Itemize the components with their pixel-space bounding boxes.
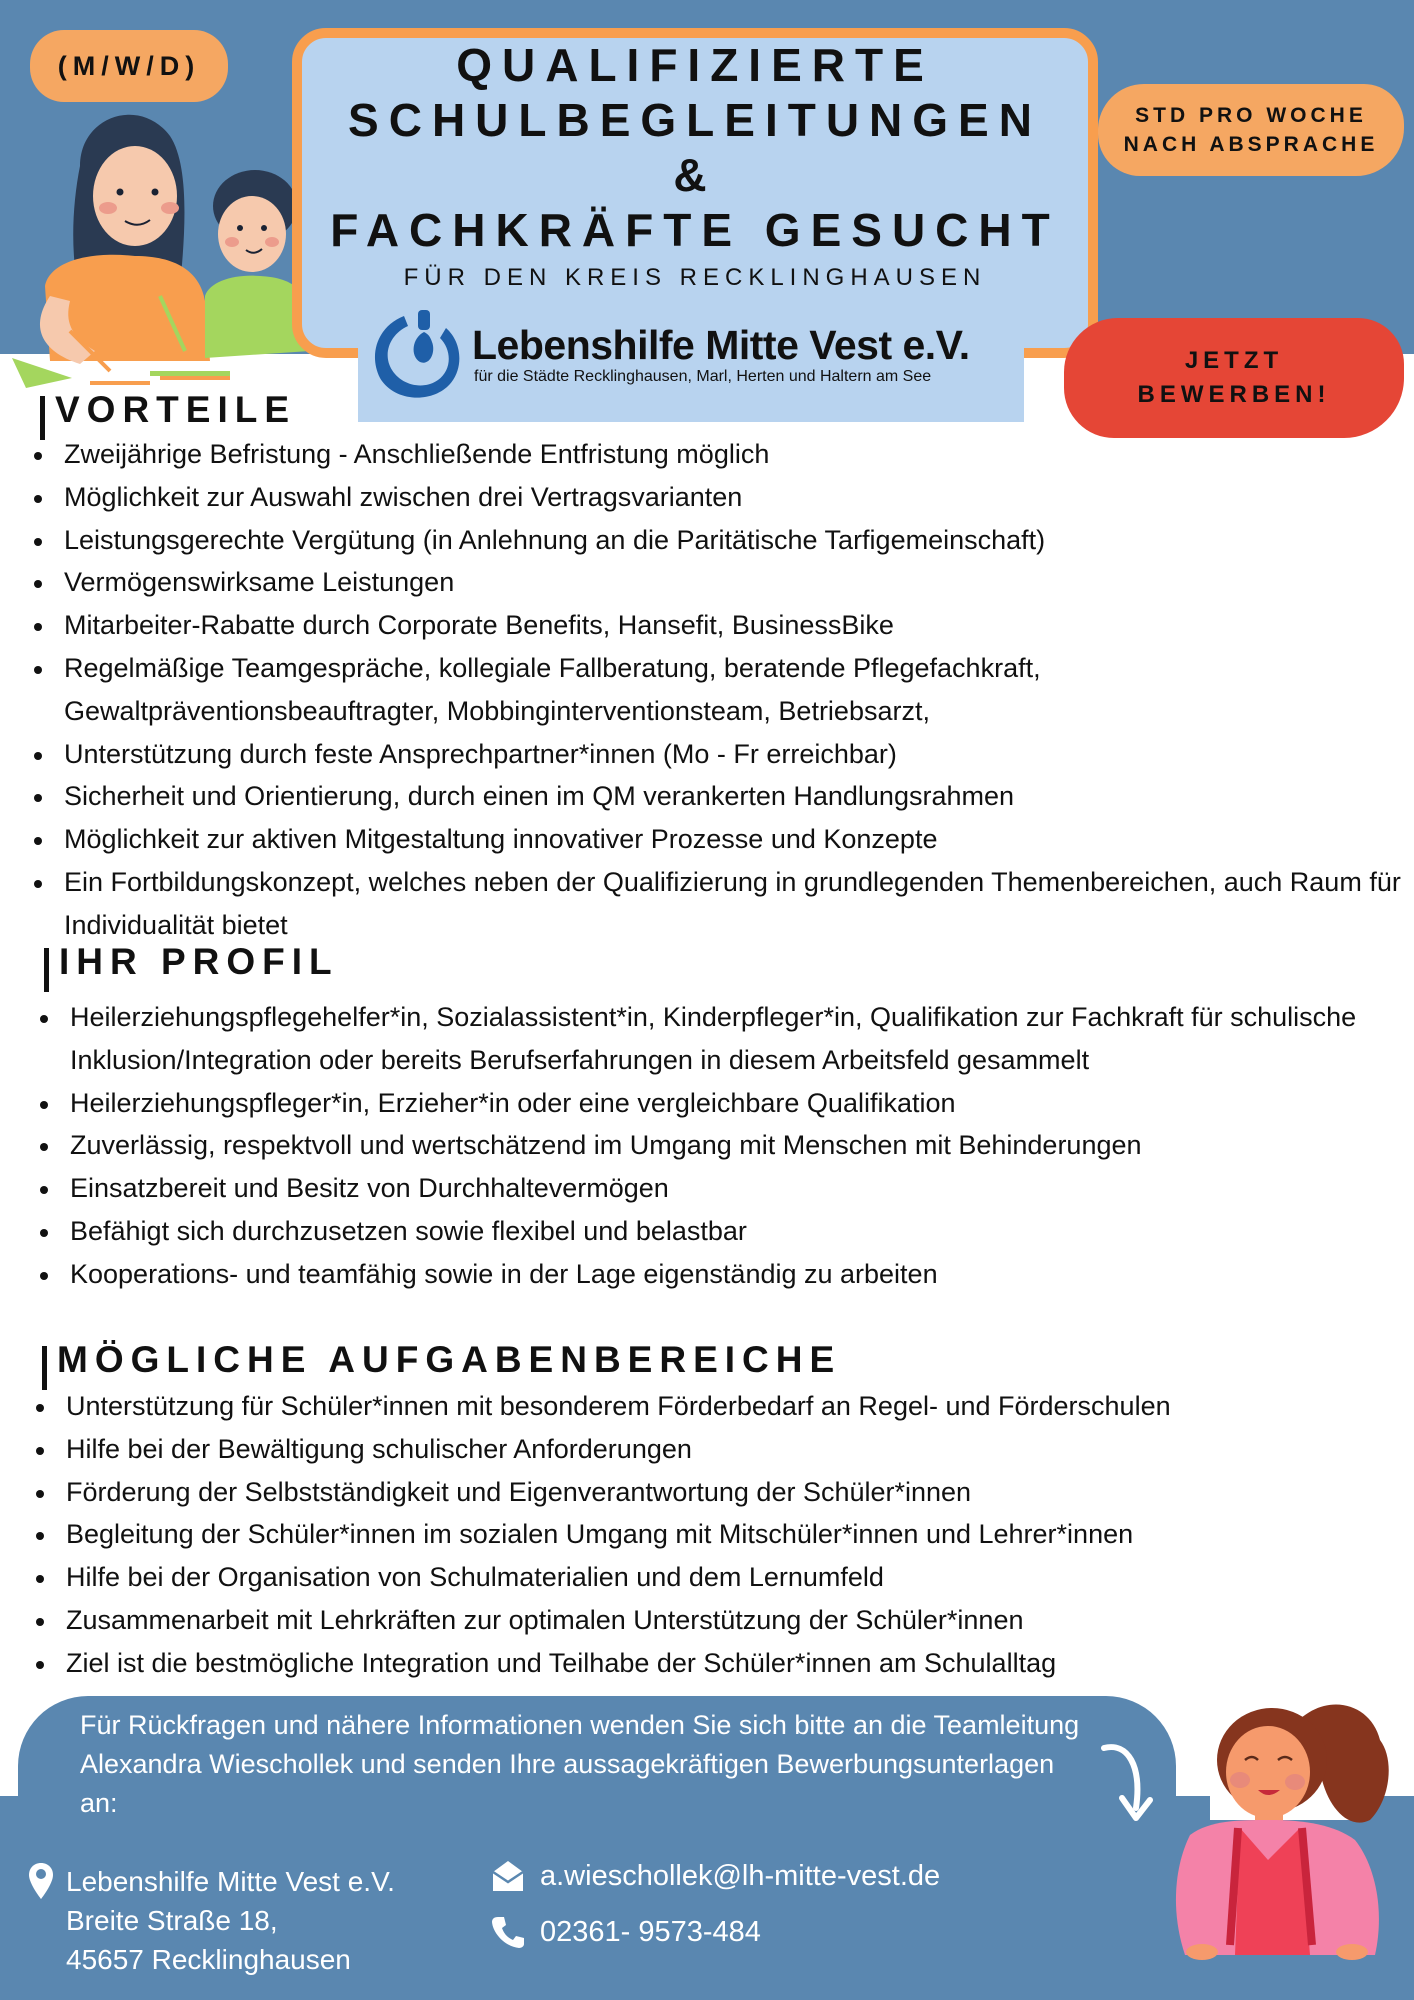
title-line-4: FACHKRÄFTE GESUCHT	[330, 204, 1060, 256]
address-line-1: Lebenshilfe Mitte Vest e.V.	[66, 1866, 395, 1897]
list-item: Zweijährige Befristung - Anschließende Entfristung möglich	[28, 433, 1408, 476]
list-item: Einsatzbereit und Besitz von Durchhaltevermögen	[34, 1167, 1384, 1210]
list-item: Ein Fortbildungskonzept, welches neben der Qualifizierung in grundlegenden Themenbereichen, auch Raum für Individualität bietet	[28, 861, 1408, 947]
title-line-2: SCHULBEGLEITUNGEN	[348, 94, 1042, 146]
list-item: Unterstützung für Schüler*innen mit besonderem Förderbedarf an Regel- und Förderschulen	[30, 1385, 1400, 1428]
list-item: Hilfe bei der Organisation von Schulmaterialien und dem Lernumfeld	[30, 1556, 1400, 1599]
teacher-student-illustration	[10, 96, 320, 396]
title-block	[292, 38, 1098, 292]
location-pin-icon	[28, 1862, 54, 1900]
apply-button-line-2: BEWERBEN!	[1137, 381, 1331, 408]
list-item: Mitarbeiter-Rabatte durch Corporate Benefits, Hansefit, BusinessBike	[28, 604, 1408, 647]
list-item: Heilerziehungspfleger*in, Erzieher*in oder eine vergleichbare Qualifikation	[34, 1082, 1384, 1125]
hours-badge	[1098, 84, 1404, 176]
organization-tagline: für die Städte Recklinghausen, Marl, Herten und Haltern am See	[474, 368, 932, 385]
heading-accent-bar	[42, 1346, 47, 1390]
list-item: Zuverlässig, respektvoll und wertschätzend im Umgang mit Menschen mit Behinderungen	[34, 1124, 1384, 1167]
tasks-list	[30, 1385, 1400, 1685]
phone-icon	[490, 1914, 526, 1950]
list-item: Hilfe bei der Bewältigung schulischer Anforderungen	[30, 1428, 1400, 1471]
list-item: Vermögenswirksame Leistungen	[28, 561, 1408, 604]
phone-number[interactable]: 02361- 9573-484	[540, 1915, 761, 1948]
section-title: IHR PROFIL	[59, 941, 339, 982]
list-item: Zusammenarbeit mit Lehrkräften zur optimalen Unterstützung der Schüler*innen	[30, 1599, 1400, 1642]
list-item: Regelmäßige Teamgespräche, kollegiale Fallberatung, beratende Pflegefachkraft, Gewaltpräventionsbeauftragter, Mobbinginterventionsteam, Betriebsarzt,	[28, 647, 1408, 733]
gender-tag-text: (M/W/D)	[57, 50, 201, 81]
apply-button-line-1: JETZT	[1184, 347, 1284, 374]
list-item: Heilerziehungspflegehelfer*in, Sozialassistent*in, Kinderpfleger*in, Qualifikation zur Fachkraft für schulische Inklusion/Integration oder bereits Berufserfahrungen in diesem Arbeitsfeld gesammelt	[34, 996, 1384, 1082]
address-line-3: 45657 Recklinghausen	[66, 1944, 351, 1975]
list-item: Begleitung der Schüler*innen im sozialen Umgang mit Mitschüler*innen und Lehrer*innen	[30, 1513, 1400, 1556]
profile-list	[34, 996, 1384, 1296]
email-contact[interactable]	[490, 1858, 940, 1894]
list-item: Sicherheit und Orientierung, durch einen im QM verankerten Handlungsrahmen	[28, 775, 1408, 818]
section-title: VORTEILE	[55, 389, 297, 430]
list-item: Möglichkeit zur Auswahl zwischen drei Vertragsvarianten	[28, 476, 1408, 519]
section-title: MÖGLICHE AUFGABENBEREICHE	[57, 1339, 842, 1380]
organization-logo	[358, 300, 1024, 422]
phone-contact[interactable]	[490, 1914, 761, 1950]
benefits-list	[28, 433, 1408, 947]
hours-badge-line-2: NACH ABSPRACHE	[1123, 133, 1379, 156]
list-item: Möglichkeit zur aktiven Mitgestaltung innovativer Prozesse und Konzepte	[28, 818, 1408, 861]
email-link[interactable]: a.wieschollek@lh-mitte-vest.de	[540, 1859, 941, 1892]
envelope-icon	[490, 1858, 526, 1894]
list-item: Förderung der Selbstständigkeit und Eigenverantwortung der Schüler*innen	[30, 1471, 1400, 1514]
woman-illustration	[1090, 1690, 1414, 1960]
apply-now-button[interactable]	[1064, 318, 1404, 438]
contact-intro-text: Für Rückfragen und nähere Informationen wenden Sie sich bitte an die Teamleitung Alexandra Wieschollek und senden Ihre aussagekräftigen Bewerbungsunterlagen an:	[80, 1710, 1080, 1818]
title-line-3: &	[673, 149, 717, 201]
section-heading-aufgaben	[42, 1338, 841, 1390]
section-heading-profil	[44, 940, 339, 992]
list-item: Befähigt sich durchzusetzen sowie flexibel und belastbar	[34, 1210, 1384, 1253]
address-line-2: Breite Straße 18,	[66, 1905, 278, 1936]
gender-tag-badge	[30, 30, 228, 102]
lebenshilfe-logo-icon	[366, 304, 466, 404]
heading-accent-bar	[44, 948, 49, 992]
title-line-1: QUALIFIZIERTE	[456, 39, 934, 91]
list-item: Kooperations- und teamfähig sowie in der Lage eigenständig zu arbeiten	[34, 1253, 1384, 1296]
list-item: Unterstützung durch feste Ansprechpartner*innen (Mo - Fr erreichbar)	[28, 733, 1408, 776]
list-item: Leistungsgerechte Vergütung (in Anlehnung an die Paritätische Tarfigemeinschaft)	[28, 519, 1408, 562]
organization-name: Lebenshilfe Mitte Vest e.V.	[472, 322, 970, 368]
postal-address	[66, 1862, 395, 1979]
list-item: Ziel ist die bestmögliche Integration und Teilhabe der Schüler*innen am Schulalltag	[30, 1642, 1400, 1685]
region-subtitle: FÜR DEN KREIS RECKLINGHAUSEN	[403, 264, 987, 291]
hours-badge-line-1: STD PRO WOCHE	[1135, 104, 1367, 127]
